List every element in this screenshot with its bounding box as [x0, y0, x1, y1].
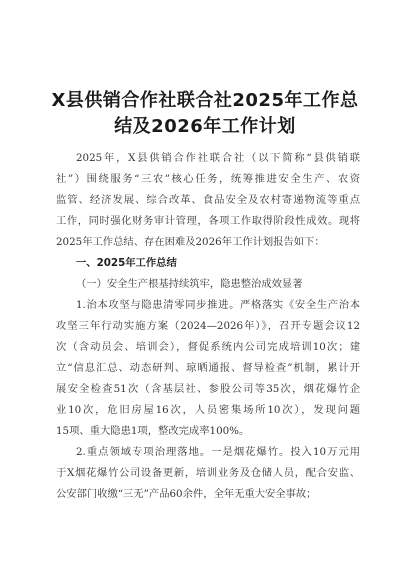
paragraph-line: 1.治本攻坚与隐患清零同步推进。严格落实《安全生产治本: [76, 299, 360, 311]
paragraph-line: 2025年，X县供销合作社联合社（以下简称“县供销联: [76, 152, 360, 164]
paragraph-line: 社”）围绕服务“三农”核心任务，统筹推进安全生产、农资: [56, 173, 360, 185]
document-title-line-2: 结及2026年工作计划: [114, 116, 296, 137]
paragraph-line: 次（含动员会、培训会），督促系统内公司完成培训10次；建: [56, 341, 360, 353]
document-body: [56, 148, 360, 505]
paragraph-line: 工作，同时强化财务审计管理，各项工作取得阶段性成效。现将: [56, 215, 360, 227]
subsection-heading: （一）安全生产根基持续筑牢，隐患整治成效显著: [76, 278, 303, 290]
paragraph-line: 攻坚三年行动实施方案（2024—2026年）》，召开专题会议12: [56, 320, 360, 332]
paragraph-line: 监管、经济发展、综合改革、食品安全及农村寄递物流等重点: [56, 194, 360, 206]
paragraph-line: 2025年工作总结、存在困难及2026年工作计划报告如下：: [56, 236, 325, 248]
paragraph-line: 2.重点领域专项治理落地。一是烟花爆竹。投入10万元用: [76, 446, 360, 458]
document-title-line-1: X县供销合作社联合社2025年工作总: [51, 90, 359, 111]
paragraph-line: 业10次，危旧房屋16次，人员密集场所10次），发现问题: [56, 404, 360, 416]
paragraph-line: 展安全检查51次（含基层社、参股公司等35次，烟花爆竹企: [56, 383, 360, 395]
paragraph-line: 立“信息汇总、动态研判、琼晒通报、督导检查”机制，累计开: [56, 362, 360, 374]
paragraph-line: 公安部门收缴“三无”产品60余件，全年无重大安全事故；: [56, 488, 317, 500]
paragraph-line: 15项、重大隐患1项，整改完成率100%。: [56, 425, 250, 437]
paragraph-line: 于X烟花爆竹公司设备更新，培训业务及仓储人员，配合安监、: [56, 467, 360, 479]
section-heading: 一、2025年工作总结: [76, 257, 177, 269]
